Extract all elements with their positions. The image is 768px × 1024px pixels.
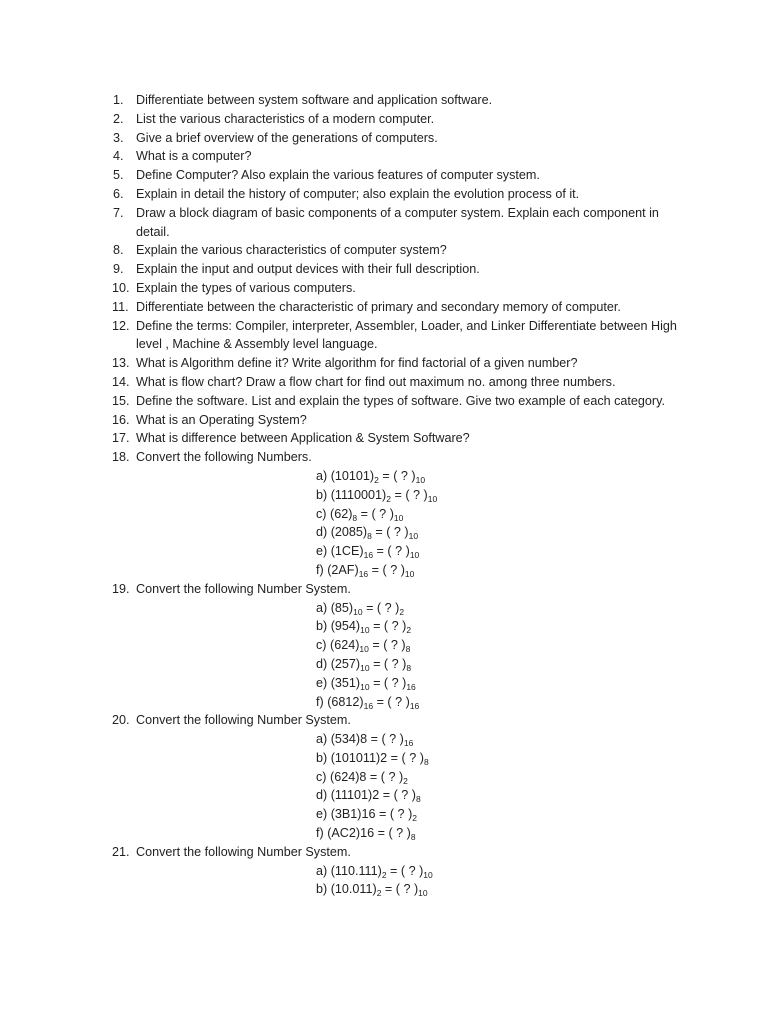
question-item	[0, 843, 768, 899]
conversion-item	[136, 655, 688, 674]
conversion-value: (2AF)	[327, 562, 359, 577]
conversion-value: (10101)	[330, 468, 375, 483]
conversion-item	[136, 824, 688, 843]
question-text: Draw a block diagram of basic components of a computer system. Explain each component in detail.	[136, 205, 659, 239]
question-text: Give a brief overview of the generations of computers.	[136, 130, 438, 145]
question-item	[0, 185, 768, 204]
conversion-equals: = ( ? )	[369, 619, 407, 634]
question-item	[0, 279, 768, 298]
conversion-label: a)	[316, 732, 328, 747]
conversion-equals: = ( ? )	[369, 675, 407, 690]
conversion-to-base: 2	[412, 813, 417, 824]
question-number: 7.	[113, 205, 124, 220]
conversion-equals: = ( ? )	[367, 732, 404, 747]
conversion-to-base: 10	[409, 550, 420, 561]
conversion-equals: = ( ? )	[390, 487, 428, 502]
question-text: Convert the following Numbers.	[136, 450, 312, 465]
question-item	[0, 711, 768, 843]
conversion-label: e)	[316, 544, 328, 559]
conversion-to-base: 10	[423, 869, 433, 880]
conversion-item	[136, 467, 688, 486]
question-text: Differentiate between system software and application software.	[136, 93, 493, 107]
conversion-list	[136, 862, 688, 900]
conversion-from-base: 16	[358, 568, 369, 579]
question-item	[0, 166, 768, 185]
conversion-value: (257)	[330, 656, 361, 671]
conversion-item	[136, 786, 688, 805]
conversion-item	[136, 768, 688, 787]
question-item	[0, 448, 768, 580]
conversion-item	[136, 561, 688, 580]
conversion-value: (351)	[330, 675, 361, 690]
question-number: 18.	[112, 450, 130, 465]
question-text: What is flow chart? Draw a flow chart for find out maximum no. among three numbers.	[136, 374, 616, 389]
conversion-value: (85)	[330, 600, 354, 615]
conversion-to-base: 8	[416, 794, 421, 805]
question-number: 14.	[112, 374, 130, 389]
conversion-equals: = ( ? )	[369, 656, 407, 671]
conversion-label: b)	[316, 750, 328, 765]
conversion-label: a)	[316, 600, 328, 615]
conversion-item	[136, 805, 688, 824]
conversion-from-base: 8	[352, 512, 358, 523]
question-text: List the various characteristics of a modern computer.	[136, 111, 435, 126]
conversion-label: a)	[316, 468, 328, 483]
question-number: 21.	[112, 844, 130, 859]
conversion-to-base: 2	[406, 625, 412, 636]
question-text: Differentiate between the characteristic of primary and secondary memory of computer.	[136, 299, 621, 314]
conversion-from-base: 2	[381, 869, 387, 880]
conversion-from-base: 10	[359, 644, 369, 655]
question-text: Define the software. List and explain the types of software. Give two example of each category.	[136, 393, 665, 408]
conversion-equals: = ( ? )	[378, 468, 416, 483]
conversion-label: c)	[316, 638, 327, 653]
question-text: Explain the types of various computers.	[136, 280, 356, 295]
conversion-value: (954)	[330, 619, 361, 634]
conversion-item	[136, 636, 688, 655]
conversion-item	[136, 693, 688, 712]
conversion-to-base: 10	[393, 512, 404, 523]
conversion-item	[136, 523, 688, 542]
conversion-value: (624)8	[330, 769, 367, 784]
conversion-from-base: 2	[386, 493, 391, 504]
conversion-label: b)	[316, 619, 328, 634]
conversion-value: (534)8	[330, 732, 368, 747]
conversion-item	[136, 730, 688, 749]
conversion-equals: = ( ? )	[373, 544, 410, 559]
question-number: 5.	[113, 168, 124, 183]
conversion-label: e)	[316, 675, 328, 690]
conversion-label: d)	[316, 656, 328, 671]
conversion-item	[136, 599, 688, 618]
question-text: Explain the various characteristics of computer system?	[136, 243, 447, 258]
question-number: 9.	[113, 262, 124, 277]
conversion-to-base: 16	[403, 738, 414, 749]
question-text: Explain in detail the history of computer; also explain the evolution process of it.	[136, 186, 580, 201]
question-number: 13.	[112, 356, 130, 371]
question-number: 8.	[113, 243, 124, 258]
conversion-value: (1110001)	[330, 487, 387, 502]
question-text: What is a computer?	[136, 149, 252, 164]
conversion-list	[136, 599, 688, 712]
question-text: What is difference between Application & System Software?	[136, 431, 470, 446]
conversion-equals: = ( ? )	[357, 506, 394, 521]
conversion-equals: = ( ? )	[379, 788, 416, 803]
question-number: 15.	[112, 393, 130, 408]
conversion-item	[136, 505, 688, 524]
question-number: 2.	[113, 111, 124, 126]
conversion-equals: = ( ? )	[371, 525, 409, 540]
conversion-equals: = ( ? )	[366, 769, 404, 784]
question-text: Convert the following Number System.	[136, 844, 351, 859]
conversion-from-base: 8	[367, 531, 372, 542]
question-text: What is Algorithm define it? Write algorithm for find factorial of a given number?	[136, 356, 578, 371]
conversion-to-base: 10	[418, 888, 428, 899]
conversion-value: (10.011)	[330, 882, 377, 897]
conversion-label: b)	[316, 487, 328, 502]
question-number: 17.	[112, 431, 130, 446]
conversion-item	[136, 862, 688, 881]
question-item	[0, 317, 768, 355]
question-item	[0, 411, 768, 430]
question-text: Convert the following Number System.	[136, 713, 351, 728]
question-item	[0, 91, 768, 110]
question-sheet	[0, 91, 768, 899]
conversion-label: d)	[316, 525, 328, 540]
conversion-item	[136, 486, 688, 505]
conversion-from-base: 10	[353, 606, 363, 617]
conversion-to-base: 10	[408, 531, 419, 542]
conversion-equals: = ( ? )	[362, 600, 400, 615]
conversion-to-base: 10	[404, 568, 415, 579]
conversion-item	[136, 749, 688, 768]
conversion-label: c)	[316, 506, 327, 521]
question-number: 4.	[113, 149, 124, 164]
conversion-from-base: 10	[360, 662, 370, 673]
conversion-equals: = ( ? )	[374, 826, 411, 841]
conversion-label: c)	[316, 769, 327, 784]
conversion-from-base: 10	[360, 681, 370, 692]
conversion-to-base: 16	[409, 700, 420, 711]
question-number: 1.	[113, 93, 124, 107]
conversion-value: (110.111)	[330, 863, 382, 878]
conversion-label: a)	[316, 863, 328, 878]
conversion-value: (3B1)16	[330, 807, 376, 822]
conversion-label: f)	[316, 826, 324, 841]
conversion-equals: = ( ? )	[375, 807, 413, 822]
conversion-item	[136, 617, 688, 636]
conversion-value: (101011)2	[330, 750, 388, 765]
question-text: Define the terms: Compiler, interpreter, Assembler, Loader, and Linker Differentiate between High level , Machine & Assembly level language.	[136, 318, 677, 352]
question-item	[0, 298, 768, 317]
conversion-value: (624)	[330, 638, 360, 653]
question-number: 20.	[112, 713, 130, 728]
question-number: 6.	[113, 186, 124, 201]
conversion-item	[136, 880, 688, 899]
conversion-value: (62)	[330, 506, 353, 521]
question-item	[0, 429, 768, 448]
question-item	[0, 129, 768, 148]
conversion-to-base: 8	[406, 662, 412, 673]
conversion-to-base: 2	[399, 606, 405, 617]
conversion-item	[136, 674, 688, 693]
conversion-label: b)	[316, 882, 328, 897]
question-item	[0, 260, 768, 279]
conversion-label: e)	[316, 807, 328, 822]
conversion-label: f)	[316, 562, 324, 577]
conversion-equals: = ( ? )	[368, 562, 405, 577]
conversion-from-base: 2	[376, 888, 382, 899]
question-item	[0, 110, 768, 129]
conversion-value: (2085)	[330, 525, 368, 540]
conversion-to-base: 8	[405, 644, 411, 655]
question-item	[0, 147, 768, 166]
question-text: Explain the input and output devices with their full description.	[136, 262, 480, 277]
question-number: 10.	[112, 280, 130, 295]
conversion-list	[136, 730, 688, 843]
conversion-equals: = ( ? )	[386, 863, 424, 878]
question-item	[0, 373, 768, 392]
conversion-equals: = ( ? )	[373, 694, 410, 709]
question-item	[0, 354, 768, 373]
conversion-item	[136, 542, 688, 561]
conversion-to-base: 8	[423, 756, 429, 767]
question-number: 11.	[112, 299, 129, 314]
conversion-equals: = ( ? )	[381, 882, 419, 897]
conversion-to-base: 16	[406, 681, 416, 692]
conversion-value: (6812)	[327, 694, 364, 709]
question-number: 3.	[113, 130, 124, 145]
conversion-to-base: 10	[427, 493, 438, 504]
conversion-to-base: 8	[410, 832, 416, 843]
conversion-value: (1CE)	[330, 544, 364, 559]
conversion-value: (11101)2	[330, 788, 380, 803]
question-item	[0, 204, 768, 242]
question-number: 19.	[112, 581, 130, 596]
conversion-value: (AC2)16	[327, 826, 375, 841]
conversion-equals: = ( ? )	[387, 750, 424, 765]
conversion-from-base: 10	[360, 625, 370, 636]
question-number: 16.	[112, 412, 130, 427]
conversion-from-base: 16	[363, 550, 374, 561]
question-number: 12.	[112, 318, 130, 333]
conversion-to-base: 2	[403, 775, 408, 786]
conversion-from-base: 2	[374, 474, 379, 485]
question-text: Convert the following Number System.	[136, 581, 351, 596]
question-item	[0, 241, 768, 260]
question-text: Define Computer? Also explain the various features of computer system.	[136, 168, 540, 183]
conversion-list	[136, 467, 688, 580]
question-list	[0, 91, 768, 899]
question-item	[0, 580, 768, 712]
conversion-from-base: 16	[363, 700, 374, 711]
conversion-label: f)	[316, 694, 324, 709]
conversion-equals: = ( ? )	[368, 638, 406, 653]
question-item	[0, 392, 768, 411]
question-text: What is an Operating System?	[136, 412, 307, 427]
conversion-to-base: 10	[415, 474, 426, 485]
conversion-label: d)	[316, 788, 328, 803]
